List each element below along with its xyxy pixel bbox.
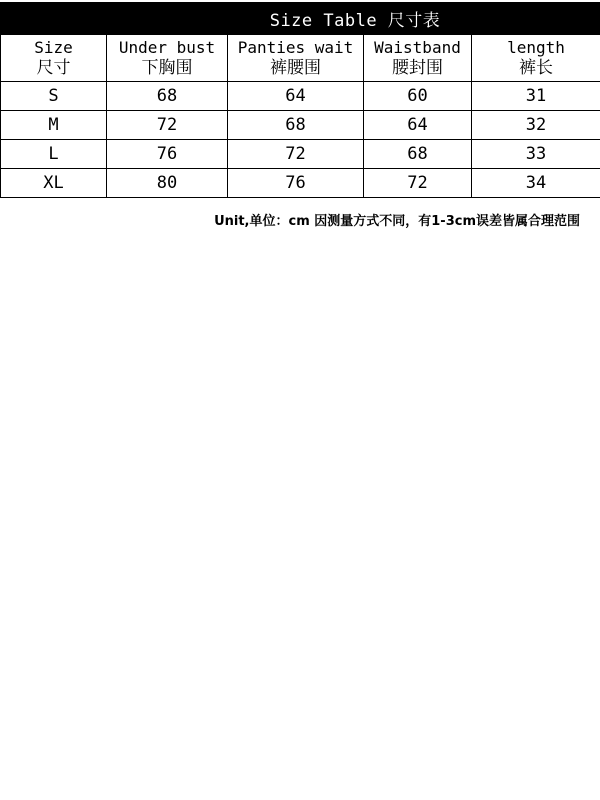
cell-under-bust: 72: [107, 111, 228, 140]
header-panties-waist-zh: 裤腰围: [270, 58, 321, 78]
header-waistband-zh: 腰封围: [392, 58, 443, 78]
header-waistband: [364, 35, 472, 82]
cell-under-bust: 76: [107, 140, 228, 169]
table-header-row: [1, 35, 600, 82]
cell-waistband: 68: [364, 140, 472, 169]
cell-size: XL: [1, 169, 107, 198]
header-waistband-en: Waistband: [374, 38, 461, 57]
header-length-zh: 裤长: [519, 58, 553, 78]
cell-size: L: [1, 140, 107, 169]
cell-waistband: 60: [364, 82, 472, 111]
cell-waistband: 72: [364, 169, 472, 198]
cell-length: 31: [472, 82, 600, 111]
size-table: [0, 34, 600, 198]
header-under-bust-en: Under bust: [118, 38, 216, 57]
cell-length: 32: [472, 111, 600, 140]
cell-length: 33: [472, 140, 600, 169]
header-panties-waist: [228, 35, 364, 82]
table-title-bar: [0, 2, 600, 34]
header-panties-waist-en: Panties wait: [237, 38, 354, 57]
table-row: [1, 140, 600, 169]
cell-panties-waist: 64: [228, 82, 364, 111]
cell-under-bust: 68: [107, 82, 228, 111]
cell-size: M: [1, 111, 107, 140]
table-row: [1, 169, 600, 198]
header-size-zh: 尺寸: [36, 58, 71, 78]
cell-size: S: [1, 82, 107, 111]
cell-panties-waist: 72: [228, 140, 364, 169]
header-length-en: length: [507, 38, 565, 57]
cell-waistband: 64: [364, 111, 472, 140]
header-length: [472, 35, 600, 82]
cell-panties-waist: 68: [228, 111, 364, 140]
table-row: [1, 111, 600, 140]
measurement-footnote: Unit,单位：cm 因测量方式不同，有1-3cm误差皆属合理范围: [214, 214, 580, 229]
header-under-bust-zh: 下胸围: [141, 58, 193, 78]
cell-length: 34: [472, 169, 600, 198]
cell-under-bust: 80: [107, 169, 228, 198]
header-under-bust: [107, 35, 228, 82]
table-row: [1, 82, 600, 111]
table-title: Size Table 尺寸表: [269, 10, 441, 31]
header-size: [1, 35, 107, 82]
cell-panties-waist: 76: [228, 169, 364, 198]
header-size-en: Size: [34, 38, 73, 57]
